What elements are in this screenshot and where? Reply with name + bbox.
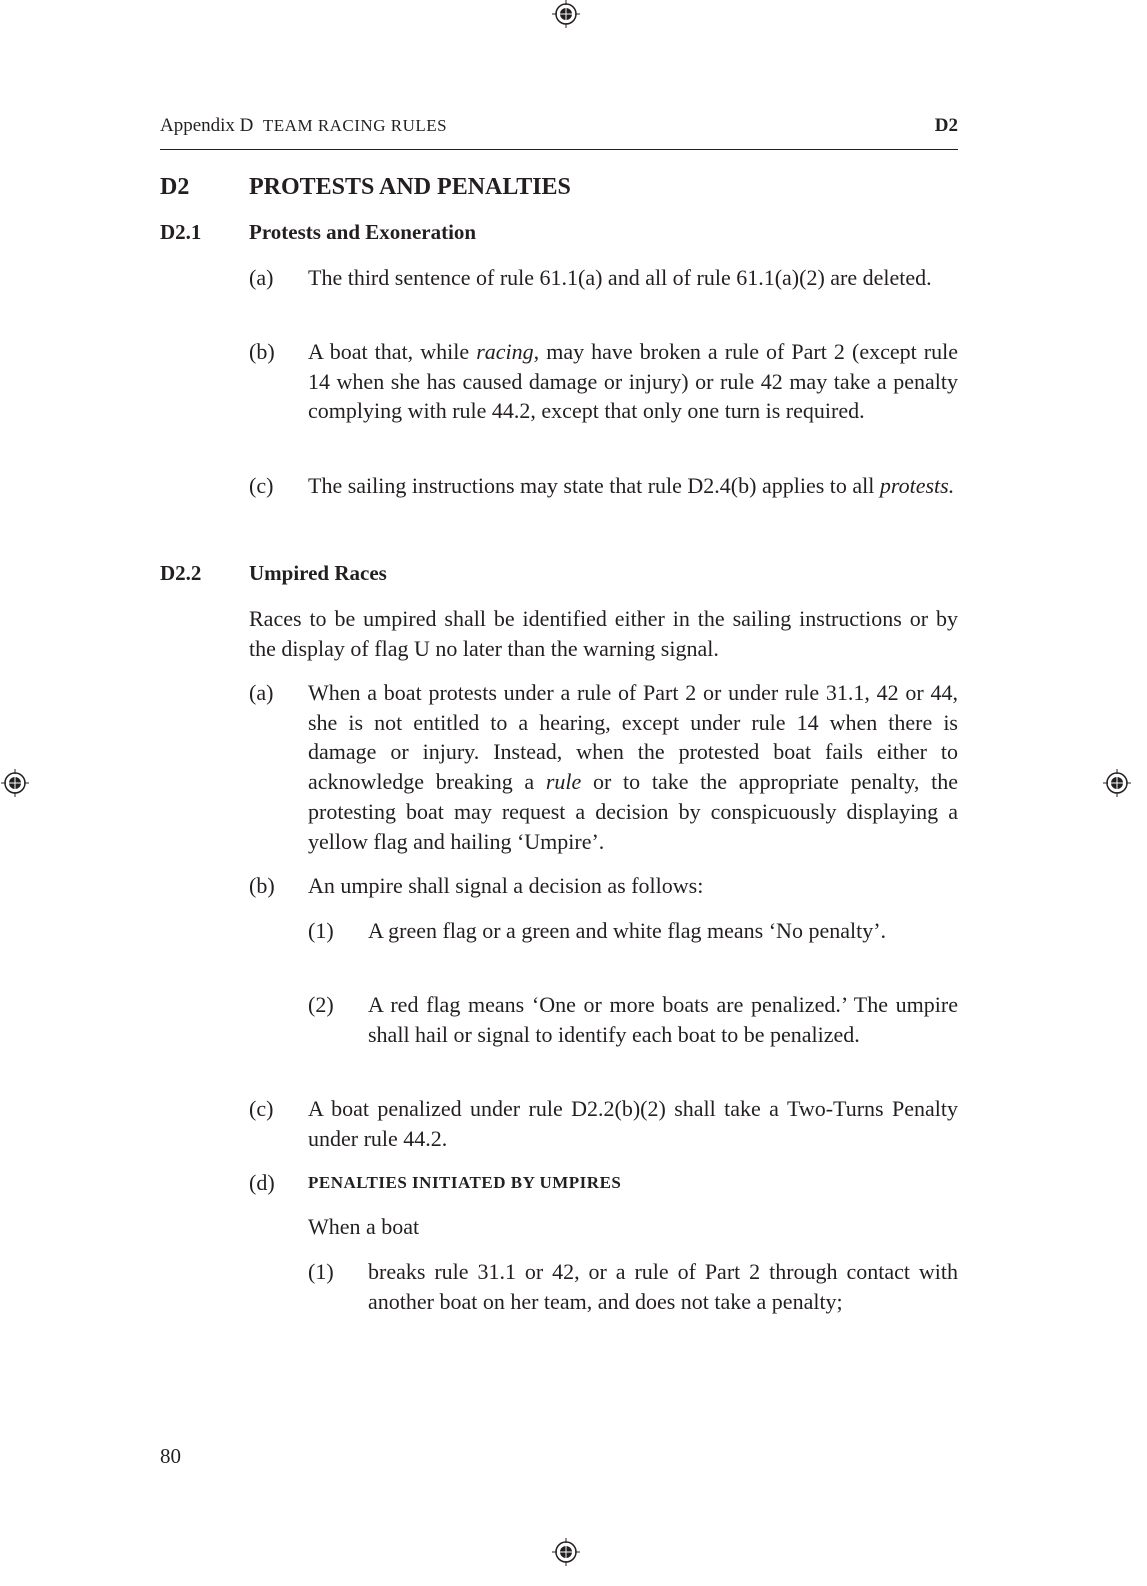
registration-mark-icon xyxy=(552,0,580,28)
page-number: 80 xyxy=(160,1444,181,1468)
subsection-number: D2.1 xyxy=(160,220,202,244)
section-number: D2 xyxy=(160,174,190,200)
rule-text: Races to be umpired shall be identified either in the sailing instructions or by the display of flag U no later than the warning signal. xyxy=(249,606,958,661)
item-label: (c) xyxy=(249,473,274,498)
header-section: D2 xyxy=(934,115,958,136)
rule-text xyxy=(308,678,958,856)
item-label: (a) xyxy=(249,680,274,705)
text-segment: or to take the appropriate penalty, the protesting boat may request a decision by conspicuously displaying a yellow flag and hailing ‘Umpire’. xyxy=(308,769,958,854)
text-segment: A boat that, while xyxy=(308,339,477,364)
subsection-number: D2.2 xyxy=(160,561,202,585)
defined-term: protests. xyxy=(879,473,955,498)
subsection-title: Umpired Races xyxy=(249,561,387,585)
registration-mark-icon xyxy=(1103,769,1131,797)
rule-text: A boat penalized under rule D2.2(b)(2) shall take a Two-Turns Penalty under rule 44.2. xyxy=(308,1096,958,1151)
rule-text: A green flag or a green and white flag means ‘No penalty’. xyxy=(368,918,887,943)
registration-mark-icon xyxy=(1,769,29,797)
text-segment: , may have broken a rule of Part 2 (except rule 14 when she has caused damage or injury) or rule 42 may take a penalty complying with rule 44.2, except that only one turn is required. xyxy=(308,339,959,424)
item-label: (1) xyxy=(308,918,334,943)
header-title: TEAM RACING RULES xyxy=(262,116,448,135)
rule-text: When a boat xyxy=(308,1214,420,1239)
running-header xyxy=(160,115,447,137)
item-label: (a) xyxy=(249,265,274,290)
header-rule xyxy=(160,149,958,150)
item-label: (b) xyxy=(249,873,275,898)
rule-text xyxy=(308,337,958,426)
subsection-title: Protests and Exoneration xyxy=(249,220,477,244)
registration-mark-icon xyxy=(552,1538,580,1566)
section-title: PROTESTS AND PENALTIES xyxy=(249,174,571,200)
rule-text: A red flag means ‘One or more boats are penalized.’ The umpire shall hail or signal to identify each boat to be penalized. xyxy=(368,992,958,1047)
item-label: (d) xyxy=(249,1170,275,1195)
defined-term: rule xyxy=(545,769,582,795)
item-label: (c) xyxy=(249,1096,274,1121)
rule-text: breaks rule 31.1 or 42, or a rule of Part 2 through contact with another boat on her team, and does not take a penalty; xyxy=(368,1259,958,1314)
text-segment: The sailing instructions may state that rule D2.4(b) applies to all xyxy=(308,473,880,498)
rule-text: An umpire shall signal a decision as follows: xyxy=(308,873,704,898)
text-segment: When a boat protests under a rule of Part 2 or under rule 31.1, 42 or 44, she is not entitled to a hearing, except under rule 14 when there is damage or injury. Instead, when the protested boat fails either to acknowledge breaking a xyxy=(308,680,958,795)
rule-heading: PENALTIES INITIATED BY UMPIRES xyxy=(308,1173,622,1192)
item-label: (1) xyxy=(308,1259,334,1284)
rule-text: The third sentence of rule 61.1(a) and all of rule 61.1(a)(2) are deleted. xyxy=(308,265,932,290)
item-label: (2) xyxy=(308,992,334,1017)
header-appendix: Appendix D xyxy=(160,115,254,136)
rule-text xyxy=(308,471,958,501)
item-label: (b) xyxy=(249,339,275,364)
defined-term: racing xyxy=(476,339,534,364)
